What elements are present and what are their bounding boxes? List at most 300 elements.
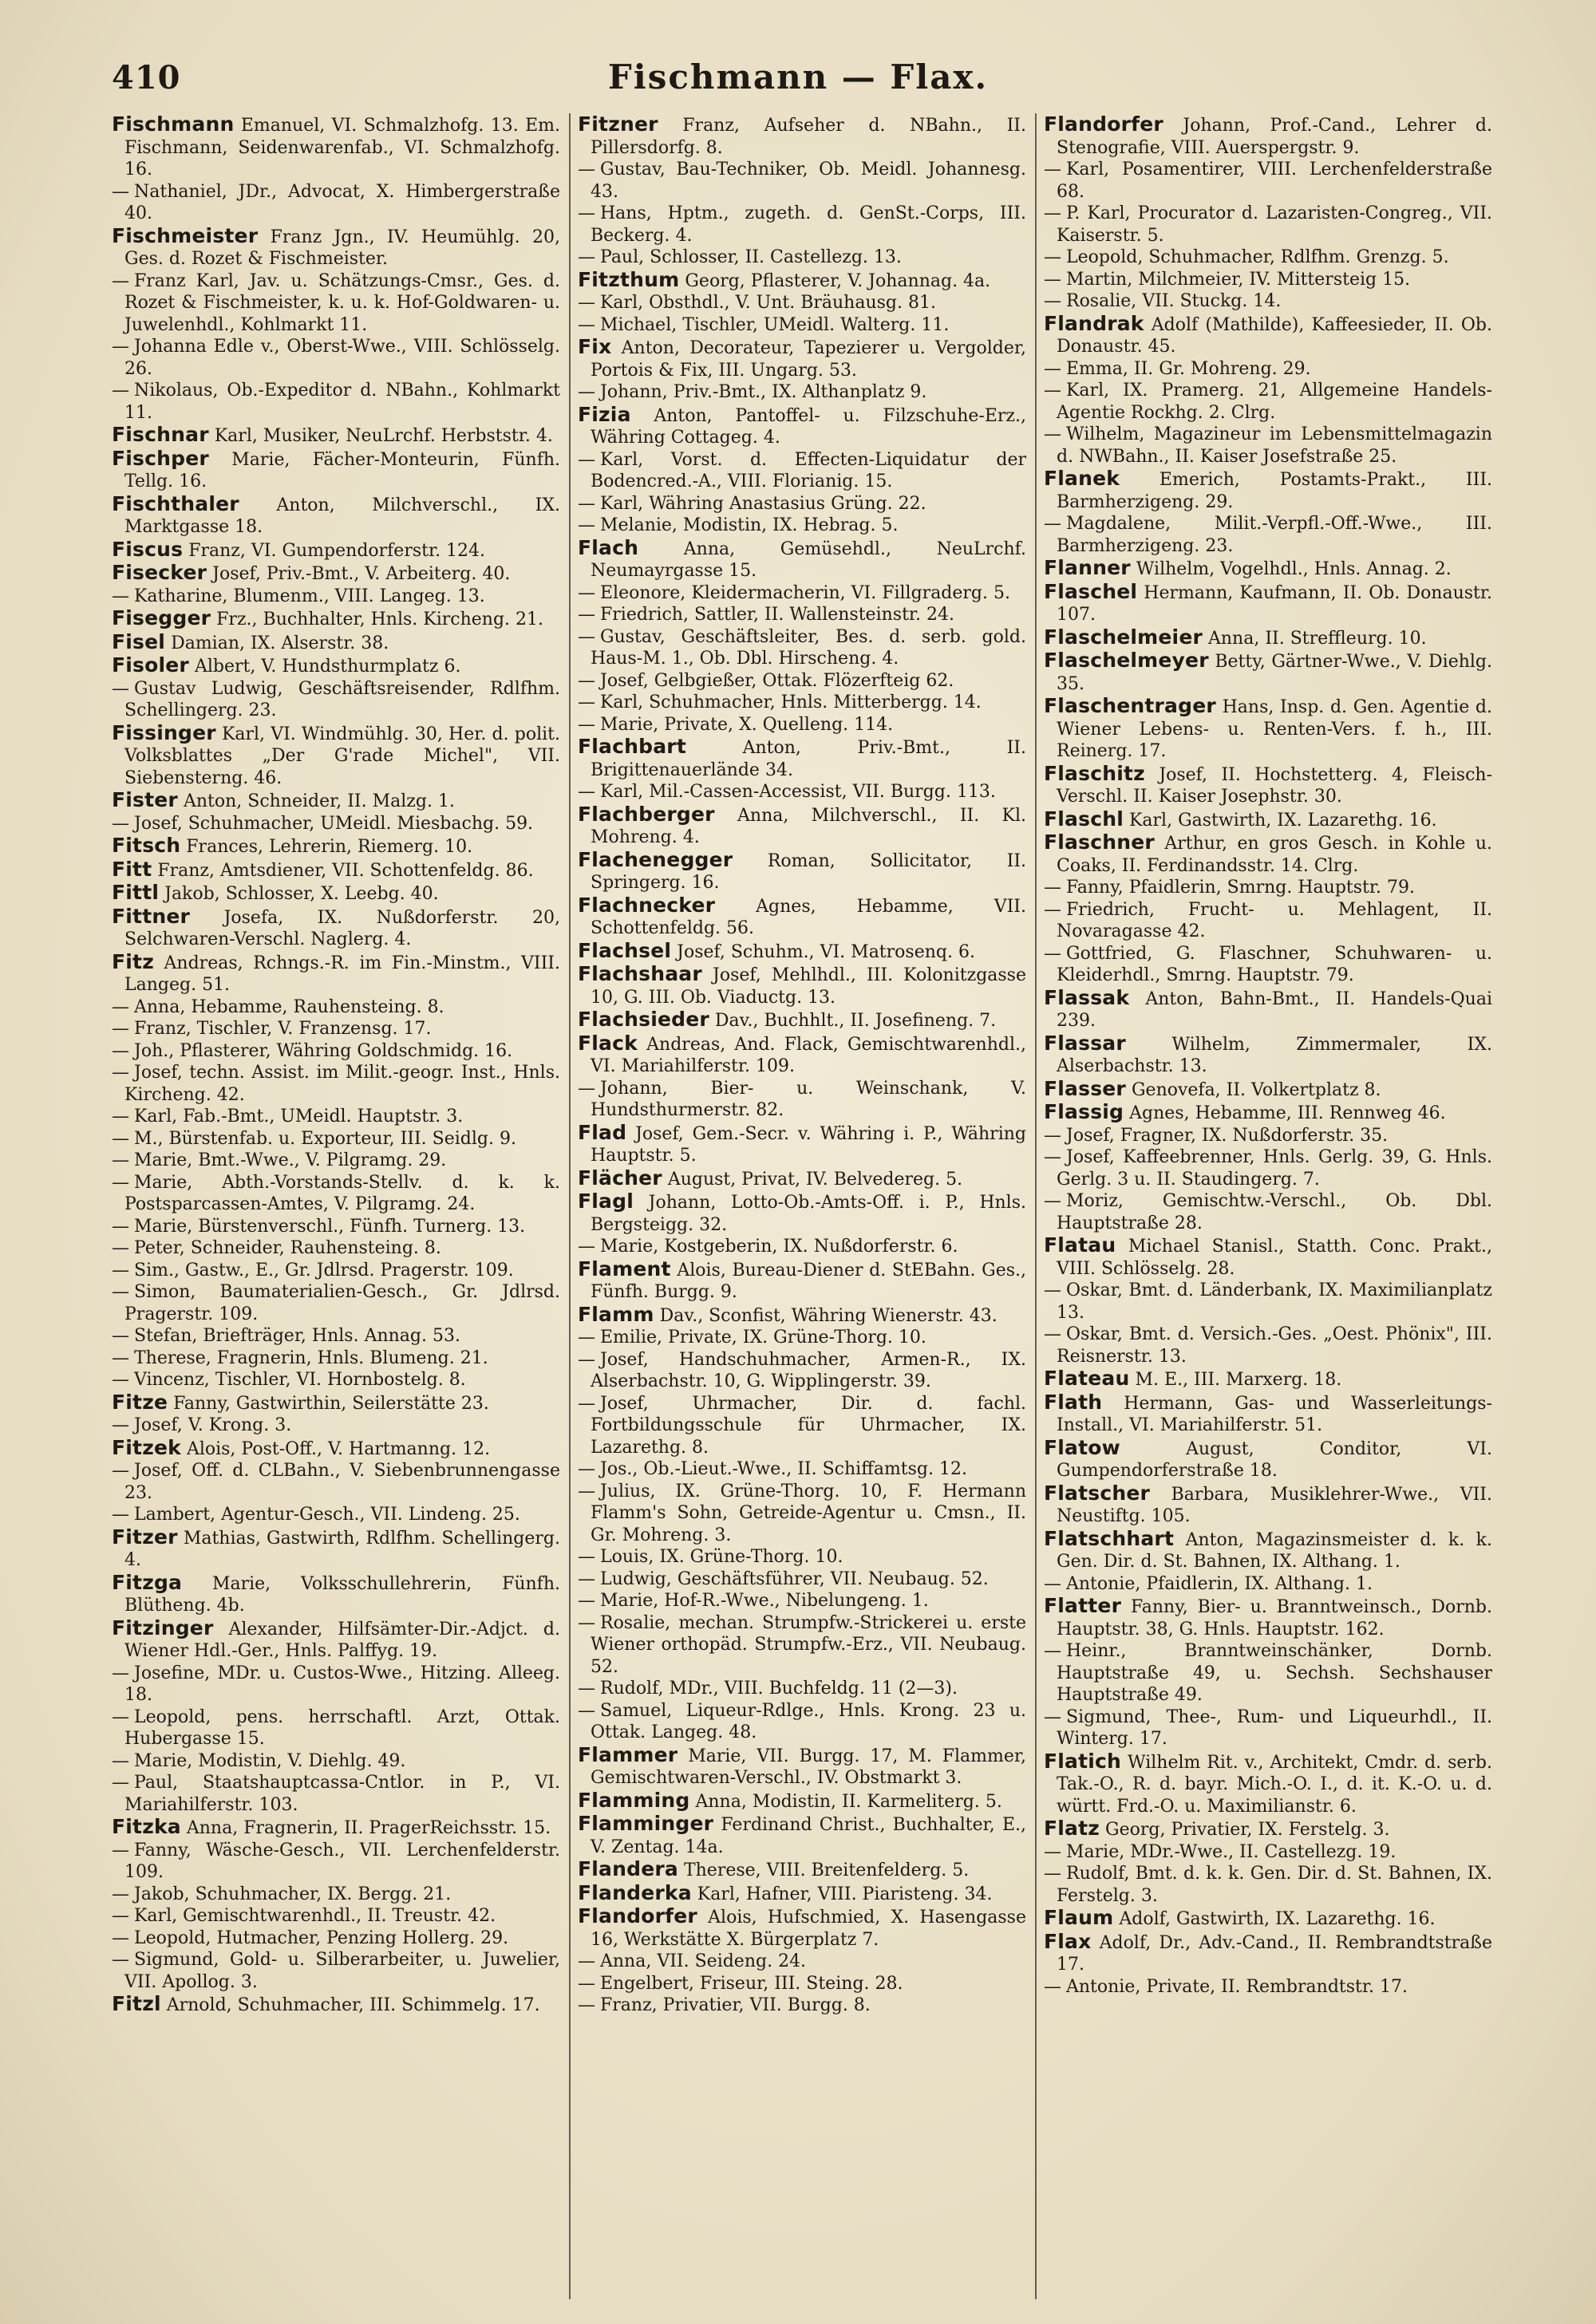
directory-entry — [112, 631, 560, 655]
entry-name: Therese, — [134, 1347, 211, 1368]
entry-name: Flaschelmeier — [1044, 625, 1203, 649]
directory-subentry — [112, 1062, 560, 1106]
entry-name: Karl, — [600, 782, 644, 802]
entry-text: Bmt. d. Länderbank, IX. Maximilianplatz 13. — [1057, 1280, 1492, 1323]
entry-name: Flandorfer — [578, 1904, 697, 1927]
entry-text: VII. Stuckg. 14. — [1142, 291, 1282, 311]
entry-name: Rudolf, — [1066, 1864, 1130, 1884]
entry-name: Nathaniel, — [134, 181, 227, 202]
entry-text: Hof-R.-Wwe., Nibelungeng. 1. — [664, 1591, 929, 1611]
entry-dash: — — [578, 714, 595, 735]
entry-text: MDr.-Wwe., II. Castellezg. 19. — [1130, 1841, 1396, 1862]
directory-subentry — [578, 449, 1026, 493]
column-divider — [1035, 113, 1037, 2299]
entry-text: Josef, Priv.-Bmt., V. Arbeiterg. 40. — [212, 564, 511, 584]
entry-dash: — — [112, 1216, 129, 1237]
directory-subentry — [112, 1884, 560, 1906]
entry-dash: — — [578, 515, 595, 535]
entry-text: Gold- u. Silberarbeiter, u. Juwelier, VII. Apollog. 3. — [124, 1950, 560, 1992]
directory-subentry — [1044, 1125, 1492, 1147]
entry-text: Roman, Sollicitator, II. Springerg. 16. — [591, 850, 1026, 893]
entry-name: Josef, — [600, 1393, 649, 1414]
entry-dash: — — [578, 1951, 595, 1971]
entry-name: Flatscher — [1044, 1481, 1151, 1505]
directory-entry — [112, 722, 560, 790]
entry-text: Agnes, Hebamme, III. Rennweg 46. — [1129, 1103, 1446, 1123]
entry-name: Fittner — [112, 904, 191, 928]
entry-name: Josef, — [600, 1349, 649, 1370]
directory-subentry — [112, 1460, 560, 1504]
entry-name: M., — [134, 1128, 164, 1149]
entry-text: Vorst. d. Effecten-Liquidatur der Bodencred.-A., VIII. Florianig. 15. — [591, 449, 1026, 491]
entry-text: Jav. u. Schätzungs-Cmsr., Ges. d. Rozet & Fischmeister, k. u. k. Hof-Goldwaren- u. Juwelenhdl., Kohlmarkt 11. — [124, 270, 560, 335]
entry-dash: — — [578, 626, 595, 647]
entry-name: Sigmund, — [1066, 1707, 1152, 1727]
entry-name: Nikolaus, — [134, 381, 219, 400]
entry-text: IX. Grüne-Thorg. 10, F. Hermann Flamm's Sohn, Getreide-Agentur u. Cmsn., II. Gr. Mohreng. 3. — [591, 1481, 1026, 1545]
entry-text: Emerich, Postamts-Prakt., III. Barmherzigeng. 29. — [1057, 470, 1492, 512]
entry-text: Therese, VIII. Breitenfelderg. 5. — [683, 1860, 970, 1880]
entry-name: Fischmeister — [112, 223, 259, 247]
entry-text: Agentur-Gesch., VII. Lindeng. 25. — [221, 1505, 520, 1525]
entry-text: Adolf (Mathilde), Kaffeesieder, II. Ob. Donaustr. 45. — [1057, 314, 1492, 357]
entry-name: Fischnar — [112, 423, 209, 446]
entry-dash: — — [1044, 899, 1061, 920]
entry-text: Private, IX. Grüne-Thorg. 10. — [668, 1328, 926, 1347]
entry-dash: — — [112, 1282, 129, 1302]
entry-name: Karl, — [600, 293, 644, 313]
entry-text: Frucht- u. Mehlagent, II. Novaragasse 42. — [1057, 899, 1492, 941]
entry-text: Kleidermacherin, VI. Fillgraderg. 5. — [691, 582, 1010, 603]
entry-dash: — — [112, 381, 129, 400]
entry-text: Staatshauptcassa-Cntlor. in P., VI. Mariahilferstr. 103. — [124, 1773, 560, 1815]
directory-subentry — [112, 1216, 560, 1238]
entry-text: Frz., Buchhalter, Hnls. Kircheng. 21. — [216, 610, 544, 629]
directory-entry — [112, 1526, 560, 1572]
directory-entry — [1044, 1367, 1492, 1391]
entry-text: Karl, VI. Windmühlg. 30, Her. d. polit. Volksblattes „Der G'rade Michel", VII. Siebensterng. 46. — [124, 724, 560, 788]
entry-name: Emilie, — [600, 1328, 663, 1347]
entry-text: Private, II. Rembrandtstr. 17. — [1146, 1976, 1408, 1997]
entry-dash: — — [112, 1840, 129, 1860]
entry-name: Fitzner — [578, 113, 658, 136]
entry-name: Rosalie, — [600, 1612, 671, 1633]
entry-name: Fitt — [112, 857, 152, 881]
entry-text: Sattler, II. Wallensteinstr. 24. — [693, 605, 954, 625]
directory-subentry — [1044, 203, 1492, 247]
entry-dash: — — [112, 1950, 129, 1970]
entry-dash: — — [112, 1107, 129, 1126]
entry-dash: — — [1044, 247, 1061, 267]
entry-dash: — — [1044, 358, 1061, 379]
entry-text: Fab.-Bmt., UMeidl. Hauptstr. 3. — [183, 1107, 464, 1126]
entry-dash: — — [578, 382, 595, 402]
entry-name: Peter, — [134, 1238, 185, 1258]
entry-dash: — — [578, 1568, 595, 1589]
directory-subentry — [112, 1750, 560, 1773]
directory-subentry — [1044, 877, 1492, 899]
entry-text: Marie, Volksschullehrerin, Fünfh. Blütheng. 4b. — [124, 1573, 560, 1616]
entry-text: Josef, Gem.-Secr. v. Währing i. P., Währing Hauptstr. 5. — [591, 1123, 1026, 1166]
directory-subentry — [112, 1281, 560, 1325]
directory-subentry — [112, 1128, 560, 1150]
entry-text: V. Krong. 3. — [188, 1415, 292, 1435]
entry-name: Flath — [1044, 1390, 1103, 1414]
entry-name: Flagl — [578, 1190, 634, 1213]
entry-name: Fisoler — [112, 653, 189, 677]
entry-dash: — — [1044, 878, 1061, 898]
entry-text: Währing Anastasius Grüng. 22. — [649, 493, 926, 514]
entry-name: Flandera — [578, 1857, 678, 1880]
directory-subentry — [578, 314, 1026, 337]
entry-name: Simon, — [134, 1282, 196, 1302]
entry-dash: — — [1044, 943, 1061, 964]
entry-text: Bmt.-Wwe., V. Pilgramg. 29. — [198, 1150, 447, 1170]
entry-text: Anna, Milchverschl., II. Kl. Mohreng. 4. — [591, 805, 1026, 847]
entry-name: Melanie, — [600, 515, 678, 535]
directory-entry — [112, 951, 560, 996]
entry-dash: — — [112, 1260, 129, 1280]
entry-text: Marie, Fächer-Monteurin, Fünfh. Tellg. 16. — [124, 449, 560, 491]
entry-text: Anton, Magazinsmeister d. k. k. Gen. Dir. d. St. Bahnen, IX. Althang. 1. — [1057, 1529, 1492, 1572]
directory-entry — [578, 1032, 1026, 1078]
entry-dash: — — [112, 678, 129, 699]
entry-text: Edle v., Oberst-Wwe., VIII. Schlösselg. 26. — [124, 337, 560, 379]
entry-name: Antonie, — [1066, 1976, 1141, 1997]
entry-dash: — — [112, 1884, 129, 1904]
entry-text: Anna, Gemüsehdl., NeuLrchf. Neumayrgasse 15. — [591, 539, 1026, 581]
entry-dash: — — [112, 270, 129, 291]
directory-entry — [112, 858, 560, 882]
entry-name: Flach — [578, 535, 639, 559]
directory-entry — [112, 882, 560, 906]
entry-name: Flachnecker — [578, 893, 716, 917]
entry-name: Fanny, — [1066, 878, 1124, 898]
entry-name: Michael, — [600, 314, 678, 335]
entry-text: IX. Pramerg. 21, Allgemeine Handels-Agentie Rockhg. 2. Clrg. — [1057, 381, 1492, 423]
directory-entry — [578, 113, 1026, 159]
entry-dash: — — [112, 1663, 129, 1683]
entry-dash: — — [112, 1150, 129, 1170]
directory-entry — [1044, 695, 1492, 763]
entry-name: Flatz — [1044, 1817, 1100, 1840]
entry-name: Josefine, — [134, 1663, 211, 1683]
entry-name: Flanek — [1044, 467, 1120, 490]
entry-text: Pfaidlerin, IX. Althang. 1. — [1146, 1573, 1373, 1594]
entry-text: Hermann, Kaufmann, II. Ob. Donaustr. 107. — [1057, 582, 1492, 625]
entry-text: Franz, VI. Gumpendorferstr. 124. — [188, 540, 486, 561]
entry-text: Karl, Gastwirth, IX. Lazarethg. 16. — [1128, 810, 1437, 831]
directory-subentry — [112, 1237, 560, 1260]
entry-name: Marie, — [600, 1237, 659, 1257]
directory-entry — [112, 225, 560, 270]
entry-text: Josef, II. Hochstetterg. 4, Fleisch-Verschl. II. Kaiser Josephstr. 30. — [1057, 764, 1492, 807]
entry-text: Off. d. CLBahn., V. Siebenbrunnengasse 23. — [124, 1461, 560, 1503]
directory-subentry — [578, 292, 1026, 314]
directory-entry — [578, 404, 1026, 449]
entry-name: Flamming — [578, 1788, 690, 1812]
directory-entry — [1044, 831, 1492, 877]
entry-name: Fitzthum — [578, 267, 680, 291]
entry-text: Geschäftsreisender, Rdlfhm. Schellingerg. 23. — [124, 678, 560, 720]
entry-text: Wilhelm Rit. v., Architekt, Cmdr. d. serb. Tak.-O., R. d. bayr. Mich.-O. I., d. it. K.-O. u. d. württ. Frd.-O. u. Maximilianstr. 6. — [1057, 1752, 1492, 1817]
entry-text: Georg, Privatier, IX. Ferstelg. 3. — [1105, 1820, 1390, 1840]
entry-text: pens. herrschaftl. Arzt, Ottak. Hubergasse 15. — [124, 1707, 560, 1749]
entry-name: Marie, — [600, 714, 659, 735]
entry-text: Arthur, en gros Gesch. in Kohle u. Coaks, II. Ferdinandsstr. 14. Clrg. — [1057, 834, 1492, 876]
entry-text: Albert, V. Hundsthurmplatz 6. — [194, 657, 461, 677]
directory-subentry — [112, 1949, 560, 1993]
directory-entry — [112, 906, 560, 951]
entry-text: Wäsche-Gesch., VII. Lerchenfelderstr. 109. — [124, 1840, 560, 1882]
entry-name: Flachsieder — [578, 1008, 709, 1031]
entry-name: Flaschitz — [1044, 761, 1145, 785]
entry-dash: — — [1044, 1976, 1061, 1997]
directory-subentry — [112, 1106, 560, 1128]
entry-dash: — — [112, 996, 129, 1017]
entry-dash: — — [112, 1040, 129, 1061]
entry-text: Kostgeberin, IX. Nußdorferstr. 6. — [664, 1237, 958, 1257]
entry-name: Wilhelm, — [1066, 424, 1145, 444]
entry-text: Adolf, Dr., Adv.-Cand., II. Rembrandtstraße 17. — [1057, 1932, 1492, 1975]
directory-subentry — [1044, 1190, 1492, 1234]
entry-dash: — — [112, 1415, 129, 1435]
entry-name: Flassak — [1044, 985, 1130, 1009]
entry-name: Fittl — [112, 881, 160, 904]
directory-subentry — [1044, 380, 1492, 424]
entry-text: Friseur, III. Steing. 28. — [699, 1973, 903, 1994]
entry-text: JDr., Advocat, X. Himbergerstraße 40. — [124, 181, 560, 223]
directory-subentry — [112, 181, 560, 225]
entry-name: Lambert, — [134, 1505, 216, 1525]
directory-subentry — [112, 1260, 560, 1282]
directory-entry — [1044, 557, 1492, 581]
entry-text: Fragnerin, Hnls. Blumeng. 21. — [216, 1347, 488, 1368]
directory-subentry — [578, 1546, 1026, 1568]
entry-text: Johann, Prof.-Cand., Lehrer d. Stenografie, VIII. Auerspergstr. 9. — [1057, 116, 1492, 158]
entry-text: August, Conditor, VI. Gumpendorferstraße 18. — [1057, 1438, 1492, 1481]
entry-name: Gustav, — [600, 626, 666, 647]
entry-dash: — — [578, 1078, 595, 1099]
directory-entry — [1044, 468, 1492, 513]
directory-entry — [112, 1816, 560, 1840]
directory-subentry — [578, 1236, 1026, 1258]
entry-name: Flaum — [1044, 1906, 1114, 1929]
directory-subentry — [1044, 159, 1492, 203]
directory-subentry — [578, 582, 1026, 605]
directory-subentry — [578, 515, 1026, 537]
directory-subentry — [1044, 247, 1492, 269]
directory-entry — [1044, 1391, 1492, 1437]
directory-subentry — [112, 1415, 560, 1437]
entry-text: Tischler, UMeidl. Walterg. 11. — [682, 314, 950, 335]
directory-subentry — [112, 1325, 560, 1347]
entry-dash: — — [1044, 269, 1061, 290]
entry-name: Flament — [578, 1257, 671, 1280]
entry-dash: — — [578, 1995, 595, 2015]
directory-subentry — [112, 1663, 560, 1707]
entry-text: Damian, IX. Alserstr. 38. — [171, 633, 389, 653]
entry-name: Josef, — [134, 1461, 183, 1481]
entry-text: Handschuhmacher, Armen-R., IX. Alserbachstr. 10, G. Wipplingerstr. 39. — [591, 1349, 1026, 1391]
entry-text: Dav., Buchhlt., II. Josefineng. 7. — [714, 1011, 997, 1031]
entry-dash: — — [578, 582, 595, 603]
directory-subentry — [578, 1078, 1026, 1122]
entry-dash: — — [112, 1707, 129, 1727]
entry-text: Genovefa, II. Volkertplatz 8. — [1131, 1079, 1381, 1100]
entry-dash: — — [578, 314, 595, 335]
directory-subentry — [112, 1905, 560, 1927]
entry-text: Anna, Fragnerin, II. PragerReichsstr. 15. — [186, 1818, 551, 1838]
entry-name: Paul, — [600, 247, 645, 267]
entry-text: MDr. u. Custos-Wwe., Hitzing. Alleeg. 18. — [124, 1663, 560, 1705]
entry-name: Fisel — [112, 629, 166, 653]
directory-entry — [578, 849, 1026, 894]
entry-text: Georg, Pflasterer, V. Johannag. 4a. — [685, 270, 991, 291]
directory-subentry — [112, 586, 560, 608]
entry-name: Josef, — [134, 813, 183, 834]
directory-subentry — [112, 1347, 560, 1370]
entry-name: Fister — [112, 788, 178, 811]
entry-text: Alois, Bureau-Diener d. StEBahn. Ges., Fünfh. Burgg. 9. — [591, 1260, 1026, 1302]
entry-text: Fanny, Gastwirthin, Seilerstätte 23. — [173, 1393, 489, 1414]
entry-dash: — — [578, 1973, 595, 1994]
entry-text: Procurator d. Lazaristen-Congreg., VII. Kaiserstr. 5. — [1057, 203, 1492, 246]
entry-name: Josef, — [1066, 1147, 1115, 1167]
entry-name: Flandorfer — [1044, 113, 1163, 136]
entry-text: Mil.-Cassen-Accessist, VII. Burgg. 113. — [649, 782, 996, 802]
entry-dash: — — [112, 1128, 129, 1149]
directory-entry — [1044, 113, 1492, 159]
entry-dash: — — [578, 1349, 595, 1370]
entry-dash: — — [112, 1063, 129, 1083]
entry-text: Adolf, Gastwirth, IX. Lazarethg. 16. — [1119, 1909, 1436, 1929]
directory-subentry — [1044, 513, 1492, 557]
entry-text: Hebamme, Rauhensteing. 8. — [191, 996, 444, 1017]
directory-entry — [1044, 1078, 1492, 1102]
entry-text: Karl, Musiker, NeuLrchf. Herbststr. 4. — [214, 426, 553, 446]
entry-text: Andreas, And. Flack, Gemischtwarenhdl., VI. Mariahilferstr. 109. — [591, 1034, 1026, 1076]
directory-subentry — [578, 604, 1026, 626]
directory-subentry — [112, 380, 560, 424]
entry-text: Anton, Priv.-Bmt., II. Brigittenauerlände 34. — [591, 738, 1026, 780]
page-number: 410 — [112, 59, 181, 97]
entry-text: Franz, Aufseher d. NBahn., II. Pillersdorfg. 8. — [591, 116, 1026, 158]
directory-entry — [1044, 1750, 1492, 1818]
entry-text: Marie, VII. Burgg. 17, M. Flammer, Gemischtwaren-Verschl., IV. Obstmarkt 3. — [591, 1746, 1026, 1788]
entry-name: Flack — [578, 1031, 638, 1055]
directory-subentry — [1044, 1146, 1492, 1190]
directory-entry — [578, 736, 1026, 781]
entry-dash: — — [112, 1238, 129, 1258]
directory-entry — [1044, 1817, 1492, 1841]
directory-subentry — [578, 1568, 1026, 1591]
entry-dash: — — [112, 1906, 129, 1926]
directory-entry — [1044, 1234, 1492, 1280]
directory-entry — [112, 1437, 560, 1461]
directory-subentry — [578, 1393, 1026, 1459]
entry-dash: — — [578, 1481, 595, 1501]
entry-dash: — — [578, 670, 595, 691]
entry-name: Flatschhart — [1044, 1526, 1175, 1550]
entry-name: Paul, — [134, 1773, 179, 1793]
directory-subentry — [578, 1327, 1026, 1349]
entry-dash: — — [112, 1750, 129, 1771]
entry-name: Karl, — [134, 1107, 178, 1126]
entry-dash: — — [578, 247, 595, 267]
entry-dash: — — [112, 1461, 129, 1481]
entry-name: Flad — [578, 1120, 627, 1144]
entry-text: Tischler, V. Franzensg. 17. — [196, 1019, 432, 1039]
entry-name: Flax — [1044, 1929, 1092, 1953]
directory-subentry — [578, 714, 1026, 736]
entry-name: Flaschentrager — [1044, 694, 1216, 717]
entry-dash: — — [578, 1612, 595, 1633]
entry-text: Hptm., zugeth. d. GenSt.-Corps, III. Beckerg. 4. — [591, 203, 1026, 246]
directory-entry — [578, 336, 1026, 381]
directory-entry — [1044, 1907, 1492, 1931]
entry-text: Hans, Insp. d. Gen. Agentie d. Wiener Lebens- u. Renten-Vers. f. h., III. Reinerg. 17. — [1057, 697, 1492, 761]
directory-subentry — [112, 336, 560, 380]
entry-name: Fitzer — [112, 1525, 178, 1549]
entry-text: mechan. Strumpfw.-Strickerei u. erste Wiener orthopäd. Strumpfw.-Erz., VII. Neubaug. 52. — [591, 1612, 1026, 1677]
directory-entry — [578, 1122, 1026, 1167]
directory-subentry — [112, 1504, 560, 1526]
entry-name: Johann, — [600, 1078, 668, 1099]
entry-name: Fitzka — [112, 1815, 181, 1838]
directory-subentry — [1044, 943, 1492, 987]
directory-subentry — [578, 1973, 1026, 1995]
entry-name: Marie, — [134, 1172, 193, 1193]
entry-name: Flaschelmeyer — [1044, 649, 1209, 672]
directory-subentry — [112, 996, 560, 1019]
entry-name: Marie, — [134, 1216, 193, 1237]
entry-text: Schuhmacher, UMeidl. Miesbachg. 59. — [188, 813, 534, 834]
entry-name: Engelbert, — [600, 1973, 694, 1994]
entry-name: Jos., — [600, 1459, 638, 1479]
entry-name: Sigmund, — [134, 1950, 219, 1970]
entry-dash: — — [1044, 1280, 1061, 1300]
directory-subentry — [1044, 1280, 1492, 1324]
entry-dash: — — [578, 782, 595, 802]
directory-subentry — [112, 1840, 560, 1884]
directory-entry — [1044, 626, 1492, 650]
entry-text: Tischler, VI. Hornbostelg. 8. — [215, 1370, 466, 1390]
entry-dash: — — [578, 449, 595, 470]
entry-dash: — — [112, 1019, 129, 1039]
directory-subentry — [578, 1678, 1026, 1700]
directory-entry — [578, 1858, 1026, 1882]
entry-text: Bier- u. Weinschank, V. Hundsthurmerstr. 82. — [591, 1078, 1026, 1120]
entry-text: Uhrmacher, Dir. d. fachl. Fortbildungsschule für Uhrmacher, IX. Lazarethg. 8. — [591, 1393, 1026, 1458]
entry-name: Oskar, — [1066, 1324, 1123, 1344]
entry-text: Alois, Post-Off., V. Hartmanng. 12. — [186, 1438, 491, 1459]
entry-name: Johanna — [134, 337, 207, 357]
entry-dash: — — [578, 1459, 595, 1479]
entry-name: Flamminger — [578, 1812, 714, 1835]
entry-name: Flatter — [1044, 1594, 1122, 1617]
entry-text: Bau-Techniker, Ob. Meidl. Johannesg. 43. — [591, 160, 1026, 202]
entry-dash: — — [1044, 514, 1061, 534]
directory-subentry — [1044, 1707, 1492, 1750]
page-header — [112, 54, 1484, 110]
directory-subentry — [578, 1612, 1026, 1679]
entry-dash: — — [1044, 1324, 1061, 1344]
entry-name: Fitzinger — [112, 1616, 214, 1639]
entry-text: Posamentirer, VIII. Lerchenfelderstraße 68. — [1057, 160, 1492, 202]
entry-text: Anna, Modistin, II. Karmeliterg. 5. — [695, 1791, 1002, 1812]
entry-text: Anton, Bahn-Bmt., II. Handels-Quai 239. — [1057, 988, 1492, 1031]
